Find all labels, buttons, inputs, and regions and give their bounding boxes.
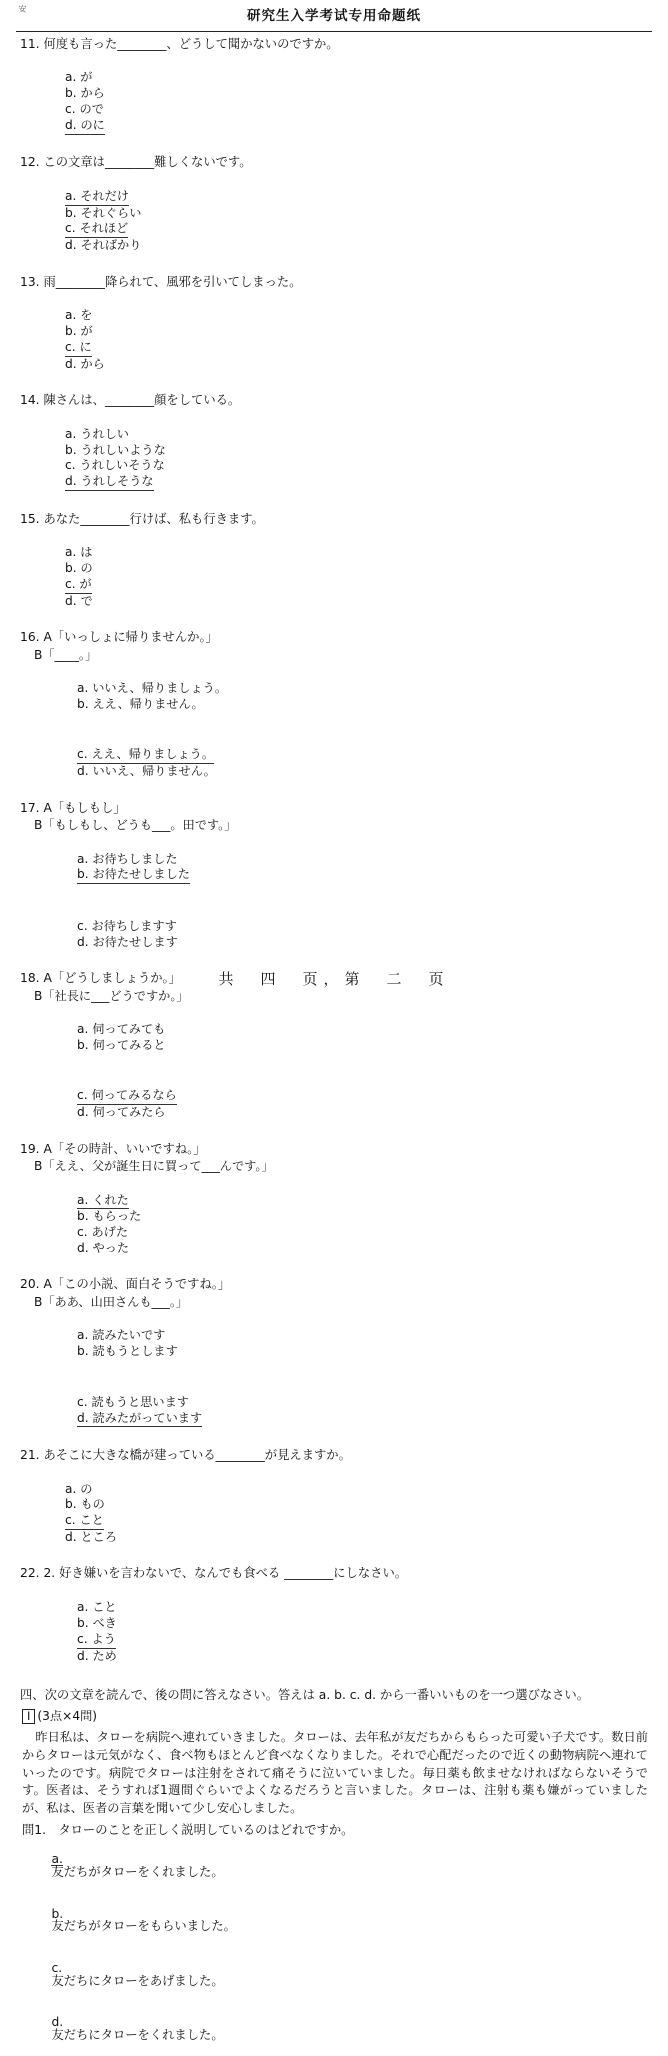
question-stem: 21. あそこに大きな橋が建っている________が見えますか。: [20, 1447, 351, 1462]
option[interactable]: b. 伺ってみると: [77, 1037, 166, 1052]
option[interactable]: c. うれしいそうな: [65, 458, 165, 473]
option-row: [20, 664, 650, 730]
option[interactable]: b. から: [65, 86, 105, 101]
option-row: [20, 1583, 650, 1682]
option-row: [20, 291, 650, 390]
option[interactable]: b. うれしいような: [65, 442, 166, 457]
option[interactable]: b. それぐらい: [65, 205, 142, 220]
page-footer: 共 四 页，第 二 页: [218, 970, 450, 988]
answer-option[interactable]: [20, 1893, 650, 1947]
question-item: [20, 1565, 650, 1683]
option[interactable]: d. そればかり: [65, 238, 142, 253]
option[interactable]: d. ところ: [65, 1530, 118, 1545]
score-text: (3点×4問): [37, 1708, 98, 1723]
question-subline: B「____。」: [34, 647, 98, 662]
option-selected[interactable]: d. のに: [65, 118, 105, 135]
score-line: [20, 1706, 650, 1727]
option[interactable]: d. で: [65, 593, 93, 608]
option[interactable]: d. やった: [77, 1241, 130, 1256]
option[interactable]: a. を: [65, 308, 93, 323]
question-stem: 11. 何度も言った________、どうして聞かないのですか。: [20, 36, 339, 51]
question-stem: 17. A「もしもし」: [20, 800, 126, 815]
answer-option[interactable]: [20, 1947, 650, 2001]
option-selected[interactable]: c. こと: [65, 1513, 104, 1530]
question-stem: 15. あなた________行けば、私も行きます。: [20, 511, 264, 526]
question-stem: 12. この文章は________難しくないです。: [20, 155, 252, 170]
page-title: 研究生入学考试专用命题纸: [247, 8, 421, 24]
option-selected[interactable]: c. に: [65, 340, 92, 357]
answer-text: 友だちがタローをくれました。: [51, 1865, 224, 1880]
option-selected[interactable]: a. くれた: [77, 1193, 129, 1210]
question-stem: 18. A「どうしましょうか。」: [20, 971, 181, 986]
option[interactable]: d. 伺ってみたら: [77, 1105, 166, 1120]
question-item: [20, 970, 650, 1139]
page-header: [0, 0, 668, 30]
option-row: [20, 902, 650, 968]
option-selected[interactable]: a. それだけ: [65, 189, 129, 206]
question-item: [20, 35, 650, 153]
answer-text: 友だちがタローをもらいました。: [51, 1919, 236, 1934]
option-row: [20, 172, 650, 272]
option-row: [20, 1176, 650, 1275]
option[interactable]: a. の: [65, 1481, 93, 1496]
option-selected[interactable]: b. お待たせしました: [77, 867, 190, 884]
option[interactable]: a. が: [65, 70, 93, 85]
question-item: [20, 392, 650, 510]
option[interactable]: b. が: [65, 324, 93, 339]
answer-label: c.: [51, 1961, 63, 1976]
option[interactable]: a. 伺ってみても: [77, 1022, 166, 1037]
answer-label: b.: [51, 1907, 64, 1922]
answer-label: a.: [51, 1851, 63, 1866]
option-selected[interactable]: c. それほど: [65, 221, 128, 238]
option[interactable]: b. の: [65, 561, 93, 576]
question-stem: 13. 雨________降られて、風邪を引いてしまった。: [20, 274, 302, 289]
question-stem: 14. 陳さんは、________顔をしている。: [20, 393, 241, 408]
option[interactable]: c. ので: [65, 101, 104, 116]
reading-question: 問1. タローのことを正しく説明しているのはどれですか。: [22, 1822, 354, 1837]
option[interactable]: c. お待ちしますす: [77, 918, 177, 933]
answer-option[interactable]: [20, 1838, 650, 1893]
question-subline: B「ああ、山田さんも___。」: [34, 1295, 189, 1310]
option[interactable]: a. いいえ、帰りましょう。: [77, 681, 228, 696]
option[interactable]: a. うれしい: [65, 426, 129, 441]
option[interactable]: b. べき: [77, 1615, 117, 1630]
answer-text: 友だちにタローをくれました。: [51, 2027, 224, 2042]
reading-passage: 昨日私は、タローを病院へ連れていきました。タローは、去年私が友だちからもらった可愛い子犬です。数日前からタローは元気がなく、食べ物もほとんど食べなくなりました。それで心配だったので近くの動物病院へ連れていったのです。病院でタローは注射をされて痛そうに泣いていました。毎日薬も飲ませなければならないそうです。医者は、そうすれば1週間ぐらいでよくなるだろうと言いました。タローは、注射も薬も嫌がっていましたが、私は、医者の言葉を聞いて少し安心しました。: [22, 1730, 648, 1816]
option-selected[interactable]: c. が: [65, 577, 92, 594]
answer-text: 友だちにタローをあげました。: [51, 1973, 224, 1988]
option[interactable]: a. こと: [77, 1600, 117, 1615]
option-row: [20, 731, 650, 798]
section-number-box: Ⅰ: [22, 1709, 35, 1725]
option[interactable]: a. は: [65, 545, 93, 560]
option[interactable]: d. から: [65, 356, 105, 371]
option[interactable]: d. ため: [77, 1648, 117, 1663]
option[interactable]: a. 読みたいです: [77, 1328, 166, 1343]
question-item: [20, 273, 650, 391]
option[interactable]: b. ええ、帰りません。: [77, 696, 204, 711]
question-stem: 16. A「いっしょに帰りませんか。」: [20, 630, 218, 645]
option-row: [20, 1005, 650, 1071]
option-row: [20, 1378, 650, 1445]
option-row: [20, 1311, 650, 1377]
question-stem: 22. 2. 好き嫌いを言わないで、なんでも食べる ________にしなさい。: [20, 1566, 408, 1581]
option-selected[interactable]: c. よう: [77, 1632, 116, 1649]
corner-mark: 安: [18, 5, 26, 15]
option[interactable]: a. お待ちしました: [77, 851, 178, 866]
question-subline: B「社長に___どうですか。」: [34, 988, 189, 1003]
option-row: [20, 53, 650, 152]
question-item: [20, 154, 650, 273]
option[interactable]: d. お待たせします: [77, 934, 178, 949]
question-stem: 20. A「この小説、面白そうですね。」: [20, 1277, 231, 1292]
option[interactable]: b. もの: [65, 1497, 105, 1512]
option[interactable]: b. もらった: [77, 1209, 142, 1224]
option-selected[interactable]: d. うれしそうな: [65, 474, 154, 491]
section-heading: 四、次の文章を読んで、後の問に答えなさい。答えは a. b. c. d. から一番いいものを一つ選びなさい。: [20, 1688, 590, 1703]
option-row: [20, 1072, 650, 1139]
question-item: [20, 799, 650, 968]
question-subline: B「ええ、父が誕生日に買って___んです。」: [34, 1159, 274, 1174]
option-row: [20, 528, 650, 627]
question-item: [20, 1446, 650, 1564]
option-selected[interactable]: d. 読みたがっています: [77, 1411, 202, 1428]
option[interactable]: c. あげた: [77, 1225, 129, 1240]
question-item: [20, 1276, 650, 1445]
question-stem: 19. A「その時計、いいですね。」: [20, 1141, 206, 1156]
option-row: [20, 835, 650, 902]
question-item: [20, 510, 650, 628]
exam-body: [0, 32, 668, 2056]
option-selected[interactable]: c. ええ、帰りましょう。: [77, 747, 214, 764]
answer-label: d.: [51, 2015, 64, 2030]
option[interactable]: c. 読もうと思います: [77, 1394, 189, 1409]
question-item: [20, 1140, 650, 1275]
option-selected[interactable]: c. 伺ってみるなら: [77, 1088, 177, 1105]
option[interactable]: d. いいえ、帰りません。: [77, 764, 216, 779]
answer-option[interactable]: [20, 2002, 650, 2056]
question-subline: B「もしもし、どうも___。田です。」: [34, 818, 237, 833]
option-row: [20, 410, 650, 509]
question-item: [20, 629, 650, 798]
option-row: [20, 1465, 650, 1564]
option[interactable]: b. 読もうとします: [77, 1344, 178, 1359]
